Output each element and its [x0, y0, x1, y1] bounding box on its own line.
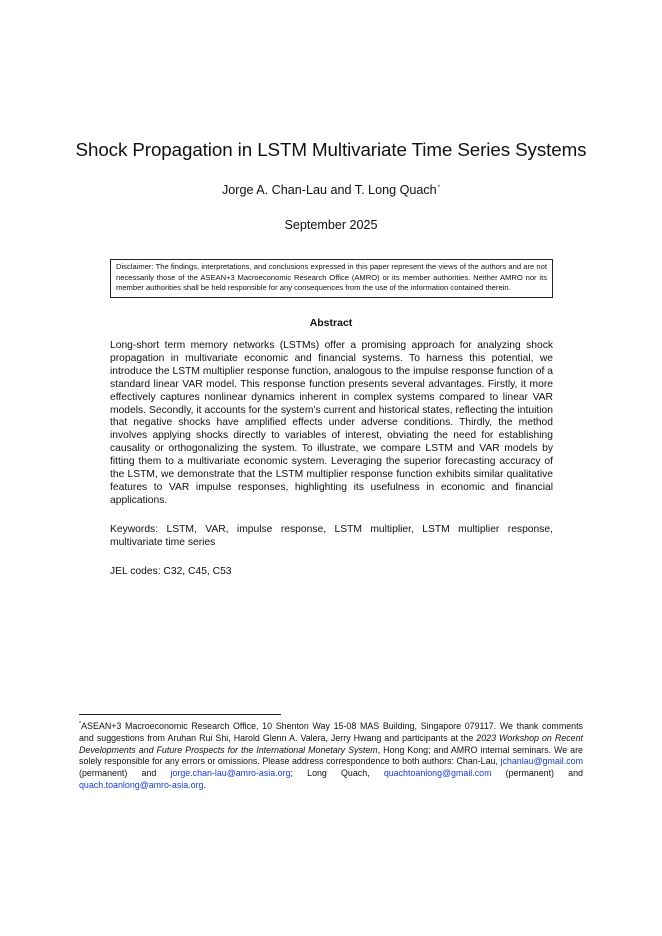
author-footnote-mark[interactable]: * — [437, 185, 441, 191]
email-link-quach-amro[interactable]: quach.toanlong@amro-asia.org — [79, 779, 204, 790]
footnote-divider — [79, 714, 281, 715]
footnote-text-3: (permanent) and — [79, 768, 171, 779]
author-line — [0, 183, 662, 197]
abstract-body: Long-short term memory networks (LSTMs) offer a promising approach for analyzing shock propagation in multivariate economic and financial systems. To harness this potential, we introduce the LSTM multiplier response function, analogous to the impulse response function of a standard linear VAR model. This response function presents several advantages. Firstly, it more effectively captures nonlinear dynamics inherent in complex systems compared to linear VAR models. Secondly, it accounts for the system’s current and historical states, reflecting the intuition that negative shocks have amplified effects under adverse conditions. Thirdly, the method involves applying shocks directly to variables of interest, obviating the need for establishing causality or orthogonalizing the system. To illustrate, we compare LSTM and VAR models by fitting them to a multivariate economic system. Leveraging the superior forecasting accuracy of the LSTM, we demonstrate that the LSTM multiplier response function exhibits similar qualitative features to VAR impulse responses, highlighting its usefulness in economic and financial applications. — [110, 340, 553, 506]
footnote-text-5: (permanent) and — [491, 768, 583, 779]
publication-date: September 2025 — [284, 218, 378, 232]
email-link-jchanlau[interactable]: jchanlau@gmail.com — [500, 756, 583, 767]
footnote-text-6: . — [203, 779, 206, 790]
abstract-heading: Abstract — [309, 317, 353, 329]
authors: Jorge A. Chan-Lau and T. Long Quach — [221, 183, 437, 197]
disclaimer-box: Disclaimer: The findings, interpretations, and conclusions expressed in this paper represent the views of the authors and are not necessarily those of the ASEAN+3 Macroeconomic Research Office (AMRO) or its member authorities. Neither AMRO nor its member authorities shall be held responsible for any consequences from the use of the information contained therein. — [110, 259, 553, 298]
footnote-text-4: ; Long Quach, — [290, 768, 384, 779]
email-link-jorge-amro[interactable]: jorge.chan-lau@amro-asia.org — [170, 768, 291, 779]
keywords: Keywords: LSTM, VAR, impulse response, LSTM multiplier, LSTM multiplier response, multivariate time series — [110, 524, 553, 548]
paper-title: Shock Propagation in LSTM Multivariate Time Series Systems — [75, 139, 587, 160]
footnote — [79, 719, 583, 792]
jel-codes: JEL codes: C32, C45, C53 — [110, 566, 232, 577]
workshop-title: 2023 Workshop on Recent Developments and Future Prospects for the International Monetary System — [79, 732, 583, 755]
footnote-mark: * — [79, 721, 82, 727]
email-link-quachtoanlong[interactable]: quachtoanlong@gmail.com — [383, 768, 492, 779]
footnote-text-2: , Hong Kong; and AMRO internal seminars. We are solely responsible for any errors or omissions. Please address correspondence to both authors: Chan-Lau, — [79, 744, 583, 767]
footnote-text-1: ASEAN+3 Macroeconomic Research Office, 10 Shenton Way 15-08 MAS Building, Singapore 079117. We thank comments and suggestions from Aruhan Rui Shi, Harold Glenn A. Valera, Jerry Hwang and participants at the — [79, 721, 583, 743]
